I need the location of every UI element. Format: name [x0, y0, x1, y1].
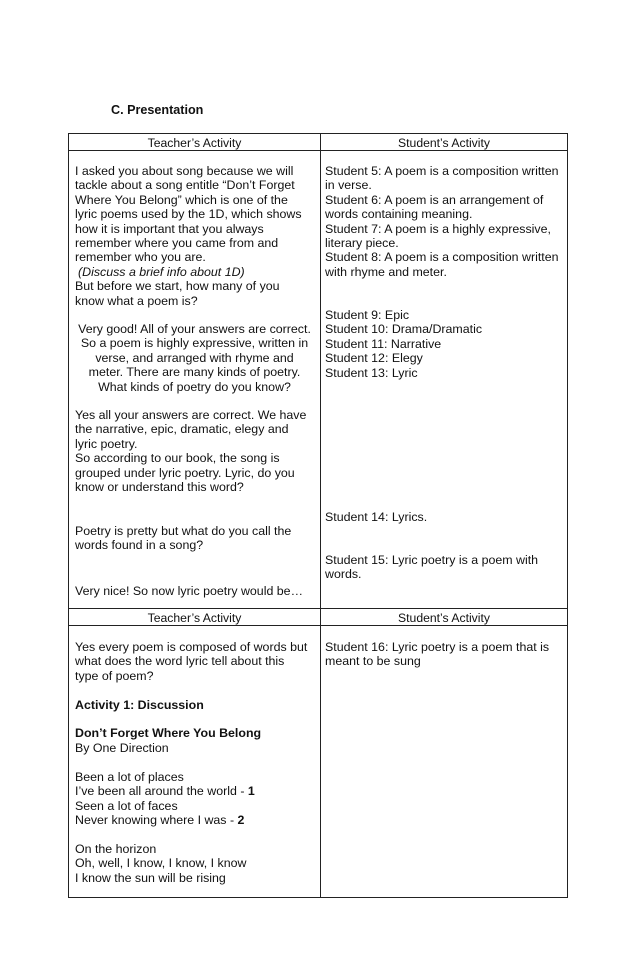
- text-line: Poetry is pretty but what do you call the: [75, 524, 292, 538]
- text-line: meter. There are many kinds of poetry.: [88, 365, 301, 380]
- header-divider-2: [69, 625, 567, 626]
- text-line: I asked you about song because we will: [75, 164, 294, 178]
- text-line: remember who you are.: [75, 250, 206, 265]
- text-line: lyric poems used by the 1D, which shows: [75, 207, 302, 222]
- text-line: remember where you came from and: [75, 236, 279, 251]
- text-line: words.: [325, 567, 362, 582]
- student-header-2: Student’s Activity: [398, 611, 490, 625]
- lyric-line: I’ve been all around the world - 1: [75, 784, 255, 799]
- text-line: So according to our book, the song is: [75, 451, 280, 466]
- text-line: grouped under lyric poetry. Lyric, do you: [75, 465, 295, 480]
- discussion-note: (Discuss a brief info about 1D): [78, 264, 245, 279]
- text-line: Student 10: Drama/Dramatic: [325, 322, 483, 337]
- text-line: verse, and arranged with rhyme and: [95, 350, 294, 365]
- song-title: Don’t Forget Where You Belong: [75, 726, 262, 740]
- text-line: Student 5: A poem is a composition written: [325, 164, 559, 178]
- lyric-line: Never knowing where I was - 2: [75, 813, 245, 828]
- lyric-line: Oh, well, I know, I know, I know: [75, 856, 247, 871]
- text-line: Student 6: A poem is an arrangement of: [325, 192, 544, 207]
- text-line: Student 11: Narrative: [325, 336, 442, 351]
- text-line: literary piece.: [325, 236, 399, 251]
- lyric-line: Seen a lot of faces: [75, 798, 178, 813]
- text-line: So a poem is highly expressive, written in: [80, 336, 309, 351]
- text-line: with rhyme and meter.: [325, 264, 447, 279]
- lyric-line: Been a lot of places: [75, 770, 184, 784]
- text-line: in verse.: [325, 178, 372, 193]
- teacher-header: Teacher’s Activity: [147, 136, 242, 150]
- text-line: words found in a song?: [75, 538, 204, 553]
- text-line: Very good! All of your answers are correct.: [78, 322, 311, 336]
- teacher-kinds: [75, 408, 306, 494]
- teacher-nice: Very nice! So now lyric poetry would be…: [75, 584, 303, 598]
- line-number: 2: [237, 813, 245, 828]
- text-line: Student 15: Lyric poetry is a poem with: [325, 553, 539, 567]
- text-line: what does the word lyric tell about this: [75, 654, 285, 669]
- text-line: But before we start, how many of you: [75, 279, 280, 294]
- teacher-intro: [75, 164, 302, 308]
- text-line: know what a poem is?: [75, 293, 198, 308]
- student-header: Student’s Activity: [398, 136, 490, 150]
- header-divider: [69, 150, 567, 151]
- text-line: Student 7: A poem is a highly expressive,: [325, 221, 551, 236]
- lyric-line: On the horizon: [75, 842, 157, 856]
- student-14: Student 14: Lyrics.: [325, 510, 428, 524]
- teacher-lyric-question: [75, 640, 307, 683]
- text-line: know or understand this word?: [75, 480, 244, 495]
- text-line: What kinds of poetry do you know?: [98, 379, 291, 394]
- text-line: Student 16: Lyric poetry is a poem that is: [325, 640, 550, 654]
- text-line: how it is important that you always: [75, 221, 264, 236]
- teacher-header-2: Teacher’s Activity: [147, 611, 242, 625]
- line-number: 1: [247, 784, 255, 799]
- student-kinds: [325, 308, 482, 380]
- text-line: Yes all your answers are correct. We have: [75, 408, 307, 422]
- student-16: [325, 640, 549, 669]
- song-verse-1: [75, 770, 255, 828]
- text-line: type of poem?: [75, 668, 154, 683]
- text-line: Student 8: A poem is a composition written: [325, 250, 559, 265]
- text-line: Yes every poem is composed of words but: [75, 640, 308, 654]
- text-line: Where You Belong” which is one of the: [75, 192, 288, 207]
- text-line: Student 9: Epic: [325, 308, 410, 322]
- section-divider: [69, 608, 567, 609]
- text-line: lyric poetry.: [75, 436, 138, 451]
- teacher-song-question: [75, 524, 291, 553]
- section-heading: C. Presentation: [111, 103, 204, 117]
- text-line: the narrative, epic, dramatic, elegy and: [75, 422, 289, 437]
- text-line: tackle about a song entitle “Don’t Forget: [75, 178, 295, 193]
- student-15: [325, 553, 538, 582]
- song-artist: By One Direction: [75, 741, 169, 755]
- activity-title: Activity 1: Discussion: [75, 698, 204, 712]
- text-line: Student 12: Elegy: [325, 351, 423, 366]
- song-verse-2: [75, 842, 246, 885]
- text-line: meant to be sung: [325, 654, 421, 669]
- student-answers: [325, 164, 559, 279]
- text-line: Student 13: Lyric: [325, 365, 418, 380]
- column-divider: [320, 134, 321, 897]
- text-line: words containing meaning.: [325, 207, 473, 222]
- lyric-line: I know the sun will be rising: [75, 870, 226, 885]
- teacher-praise: [69, 322, 320, 394]
- activity-table: [68, 133, 568, 898]
